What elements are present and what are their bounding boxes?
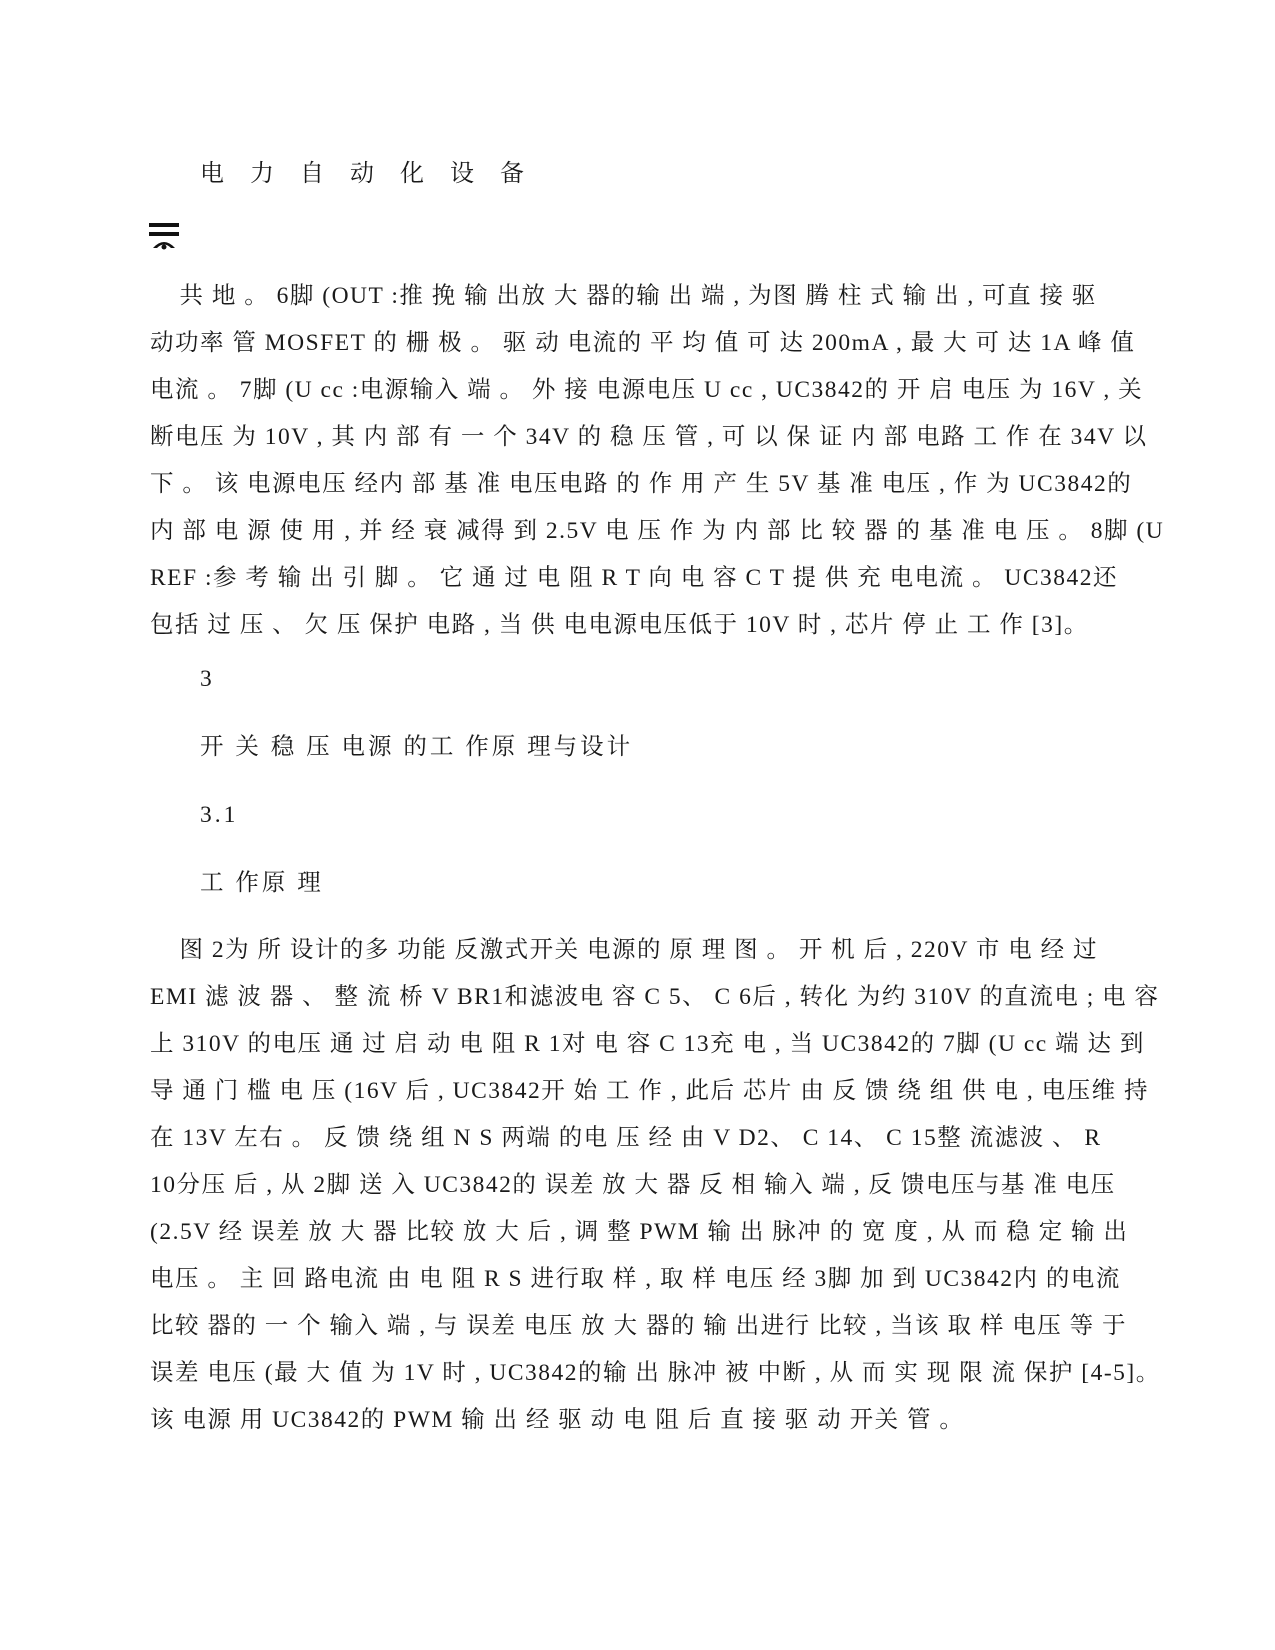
section-title: 开 关 稳 压 电源 的工 作原 理与设计	[200, 734, 634, 760]
text-line: 比较 器的 一 个 输入 端 , 与 误差 电压 放 大 器的 输 出进行 比较 , 当该 取 样 电压 等 于	[150, 1313, 1127, 1339]
text-line: 电流 。 7脚 (U cc :电源输入 端 。 外 接 电源电压 U cc , UC3842的 开 启 电压 为 16V , 关	[150, 377, 1144, 403]
text-line: 导 通 门 槛 电 压 (16V 后 , UC3842开 始 工 作 , 此后 芯片 由 反 馈 绕 组 供 电 , 电压维 持	[150, 1078, 1150, 1104]
text-line: 动功率 管 MOSFET 的 栅 极 。 驱 动 电流的 平 均 值 可 达 200mA , 最 大 可 达 1A 峰 值	[150, 330, 1136, 356]
subsection-number: 3.1	[200, 802, 239, 828]
body-paragraph-1	[150, 273, 1164, 649]
section-number: 3	[200, 666, 215, 692]
journal-logo-icon	[148, 222, 188, 258]
subsection-title: 工 作原 理	[200, 870, 324, 896]
text-line: 该 电源 用 UC3842的 PWM 输 出 经 驱 动 电 阻 后 直 接 驱 动 开关 管 。	[150, 1407, 965, 1433]
text-line: 内 部 电 源 使 用 , 并 经 衰 减得 到 2.5V 电 压 作 为 内 部 比 较 器 的 基 准 电 压 。 8脚 (U	[150, 518, 1165, 544]
text-line: 电压 。 主 回 路电流 由 电 阻 R S 进行取 样 , 取 样 电压 经 3脚 加 到 UC3842内 的电流	[150, 1266, 1121, 1292]
text-line: 断电压 为 10V , 其 内 部 有 一 个 34V 的 稳 压 管 , 可 以 保 证 内 部 电路 工 作 在 34V 以	[150, 424, 1148, 450]
text-line: REF :参 考 输 出 引 脚 。 它 通 过 电 阻 R T 向 电 容 C T 提 供 充 电电流 。 UC3842还	[150, 565, 1119, 591]
text-line: 共 地 。 6脚 (OUT :推 挽 输 出放 大 器的输 出 端 , 为图 腾 柱 式 输 出 , 可直 接 驱	[150, 283, 1097, 309]
body-paragraph-2	[150, 927, 1161, 1444]
text-line: EMI 滤 波 器 、 整 流 桥 V BR1和滤波电 容 C 5、 C 6后 , 转化 为约 310V 的直流电 ; 电 容	[150, 984, 1160, 1010]
text-line: 包括 过 压 、 欠 压 保护 电路 , 当 供 电电源电压低于 10V 时 , 芯片 停 止 工 作 [3]。	[150, 612, 1089, 638]
text-line: 误差 电压 (最 大 值 为 1V 时 , UC3842的输 出 脉冲 被 中断 , 从 而 实 现 限 流 保护 [4-5]。	[150, 1360, 1161, 1386]
text-line: 10分压 后 , 从 2脚 送 入 UC3842的 误差 放 大 器 反 相 输入 端 , 反 馈电压与基 准 电压	[150, 1172, 1116, 1198]
text-line: 下 。 该 电源电压 经内 部 基 准 电压电路 的 作 用 产 生 5V 基 准 电压 , 作 为 UC3842的	[150, 471, 1133, 497]
text-line: 图 2为 所 设计的多 功能 反激式开关 电源的 原 理 图 。 开 机 后 , 220V 市 电 经 过	[150, 937, 1099, 963]
text-line: (2.5V 经 误差 放 大 器 比较 放 大 后 , 调 整 PWM 输 出 脉冲 的 宽 度 , 从 而 稳 定 输 出	[150, 1219, 1129, 1245]
text-line: 上 310V 的电压 通 过 启 动 电 阻 R 1对 电 容 C 13充 电 , 当 UC3842的 7脚 (U cc 端 达 到	[150, 1031, 1145, 1057]
journal-title: 电 力 自 动 化 设 备	[200, 161, 534, 187]
text-line: 在 13V 左右 。 反 馈 绕 组 N S 两端 的电 压 经 由 V D2、 C 14、 C 15整 流滤波 、 R	[150, 1125, 1102, 1151]
